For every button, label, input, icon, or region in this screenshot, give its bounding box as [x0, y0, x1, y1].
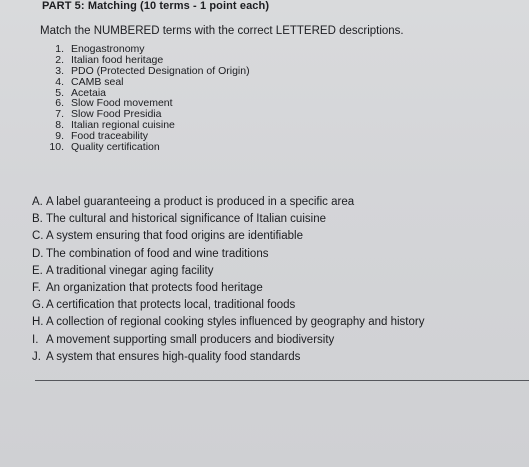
definition-letter: H. — [32, 316, 44, 329]
definition-text: A system that ensures high-quality food standards — [46, 350, 301, 363]
definition-letter: A. — [32, 196, 43, 208]
term-text: PDO (Protected Designation of Origin) — [71, 64, 250, 77]
term-text: Slow Food Presidia — [71, 108, 162, 121]
answer-divider-line — [35, 380, 529, 381]
term-number: 1. — [55, 43, 64, 55]
definition-letter: E. — [32, 264, 43, 277]
definition-letter: D. — [32, 247, 44, 260]
definition-letter: C. — [32, 230, 44, 243]
term-text: Food traceability — [71, 130, 149, 143]
term-text: Slow Food movement — [71, 97, 173, 110]
definition-letter: G. — [32, 299, 45, 312]
definition-letter: F. — [32, 281, 41, 294]
term-number: 10. — [49, 141, 64, 154]
definition-letter: J. — [32, 350, 41, 363]
definition-text: A certification that protects local, traditional foods — [46, 299, 296, 312]
term-number: 3. — [55, 64, 64, 77]
definition-text: A label guaranteeing a product is produced in a specific area — [46, 196, 355, 208]
term-text: Acetaia — [71, 86, 107, 99]
term-number: 8. — [55, 119, 64, 132]
term-number: 5. — [55, 86, 64, 99]
definition-text: The combination of food and wine traditions — [46, 247, 269, 260]
definition-letter: B. — [32, 213, 43, 226]
definition-text: The cultural and historical significance of Italian cuisine — [46, 213, 326, 226]
term-text: Italian food heritage — [71, 53, 164, 66]
term-number: 6. — [55, 97, 64, 110]
definition-text: A collection of regional cooking styles influenced by geography and history — [46, 316, 425, 329]
term-number: 7. — [55, 108, 64, 121]
definition-letter: I. — [32, 333, 39, 346]
definition-text: A traditional vinegar aging facility — [46, 264, 214, 277]
term-number: 9. — [55, 130, 64, 143]
definition-text: An organization that protects food heritage — [46, 281, 263, 294]
instructions-text: Match the NUMBERED terms with the correct LETTERED descriptions. — [40, 25, 404, 37]
term-number: 2. — [55, 53, 64, 66]
term-text: Quality certification — [71, 141, 160, 154]
definition-text: A movement supporting small producers and biodiversity — [46, 333, 335, 346]
section-heading: PART 5: Matching (10 terms - 1 point each) — [42, 0, 270, 12]
term-text: Italian regional cuisine — [71, 119, 175, 132]
definition-text: A system ensuring that food origins are identifiable — [46, 230, 303, 243]
term-number: 4. — [55, 75, 64, 88]
term-text: CAMB seal — [71, 75, 124, 88]
term-text: Enogastronomy — [71, 43, 145, 55]
